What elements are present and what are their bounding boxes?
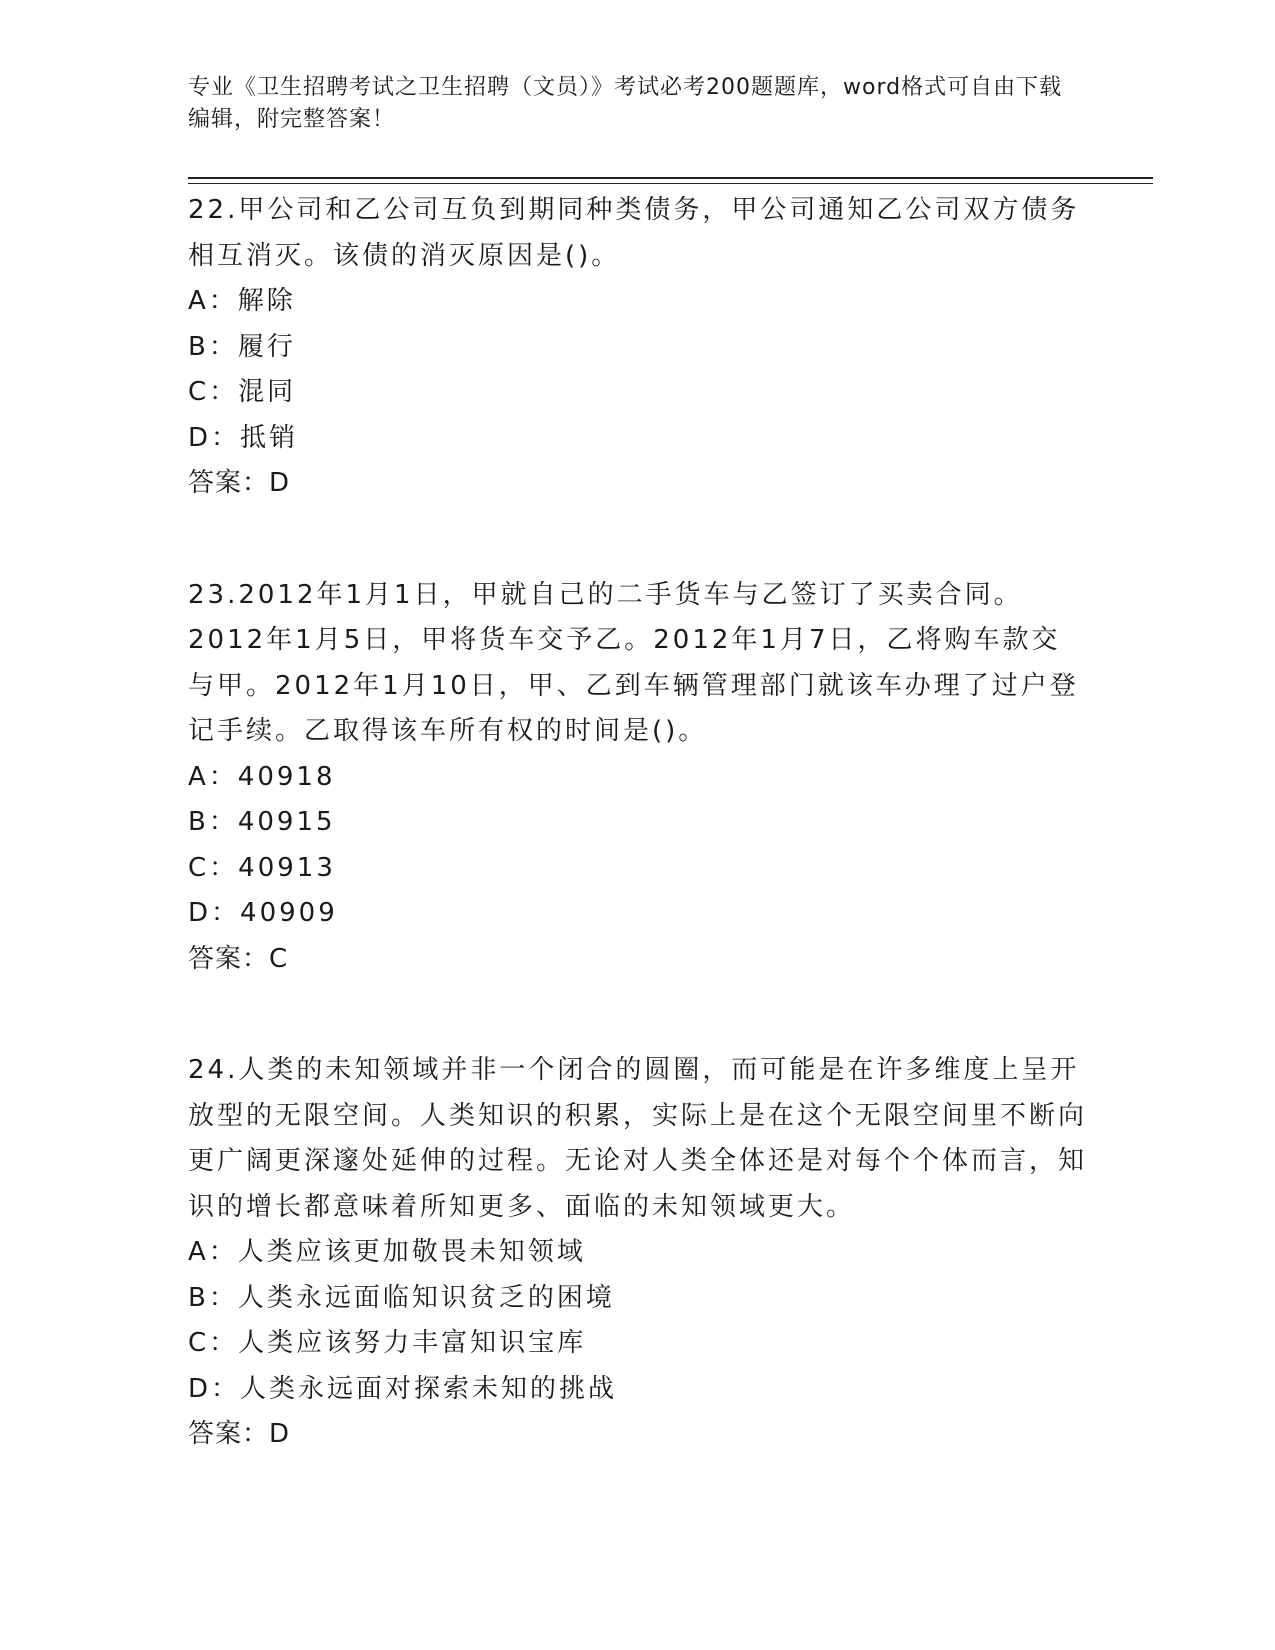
- question-24: [188, 1048, 1088, 1458]
- header-divider-thin: [188, 183, 1153, 184]
- question-stem: 23.2012年1月1日，甲就自己的二手货车与乙签订了买卖合同。2012年1月5日，甲将货车交予乙。2012年1月7日，乙将购车款交与甲。2012年1月10日，甲、乙到车辆管理部门就该车办理了过户登记手续。乙取得该车所有权的时间是()。: [188, 579, 1079, 746]
- option-c: C：人类应该努力丰富知识宝库: [188, 1328, 587, 1358]
- option-a: A：40918: [188, 761, 336, 792]
- option-b: B：40915: [188, 807, 336, 837]
- option-d: D：人类永远面对探索未知的挑战: [188, 1373, 618, 1404]
- header-divider-thick: [188, 177, 1153, 179]
- option-a: A：解除: [188, 286, 296, 316]
- answer: 答案：C: [188, 943, 289, 974]
- question-22: [188, 188, 1088, 507]
- question-23: [188, 573, 1088, 983]
- option-c: C：混同: [188, 377, 297, 407]
- answer: 答案：D: [188, 1419, 291, 1449]
- answer: 答案：D: [188, 468, 291, 498]
- question-stem: 22.甲公司和乙公司互负到期同种类债务，甲公司通知乙公司双方债务相互消灭。该债的消灭原因是()。: [188, 195, 1080, 271]
- question-list: [188, 188, 1088, 1524]
- question-stem: 24.人类的未知领域并非一个闭合的圆圈，而可能是在许多维度上呈开放型的无限空间。人类知识的积累，实际上是在这个无限空间里不断向更广阔更深邃处延伸的过程。无论对人类全体还是对每个个体而言，知识的增长都意味着所知更多、面临的未知领域更大。: [188, 1055, 1088, 1222]
- option-b: B：履行: [188, 331, 296, 362]
- option-d: D：抵销: [188, 422, 299, 453]
- option-a: A：人类应该更加敬畏未知领域: [188, 1237, 586, 1267]
- option-c: C：40913: [188, 852, 336, 883]
- page-header: 专业《卫生招聘考试之卫生招聘（文员）》考试必考200题题库，word格式可自由下载编辑，附完整答案！: [188, 75, 1063, 132]
- option-b: B：人类永远面临知识贫乏的困境: [188, 1282, 615, 1313]
- option-d: D：40909: [188, 898, 338, 928]
